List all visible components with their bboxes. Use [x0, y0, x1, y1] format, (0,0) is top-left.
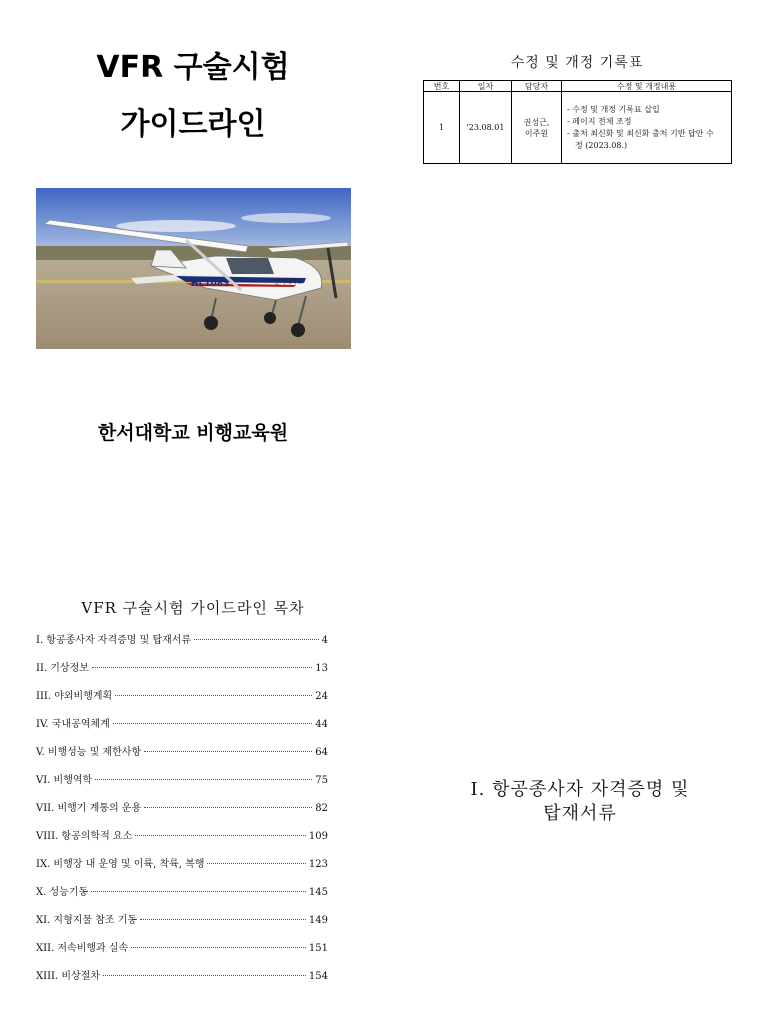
toc-label: II. 기상정보 — [36, 663, 89, 674]
toc-label: IX. 비행장 내 운영 및 이륙, 착륙, 복행 — [36, 859, 205, 870]
toc-item[interactable] — [36, 827, 328, 855]
revision-owner-line1: 권성근, — [523, 117, 550, 127]
cover-title-line1: VFR 구술시험 — [96, 50, 290, 85]
toc-leader — [207, 863, 305, 864]
toc-item[interactable] — [36, 855, 328, 883]
toc-page: 64 — [315, 747, 328, 758]
aircraft-registration: HL1083 — [191, 279, 230, 289]
toc-item[interactable] — [36, 659, 328, 687]
toc-item[interactable] — [36, 631, 328, 659]
toc-leader — [135, 835, 306, 836]
toc-label: XI. 지형지물 참조 기동 — [36, 915, 138, 926]
section-heading-line2: 탑재서류 — [543, 803, 617, 824]
revision-header-content: 수정 및 개정내용 — [562, 81, 732, 92]
revision-date: '23.08.01 — [460, 92, 512, 164]
toc-page: 154 — [308, 971, 328, 982]
aircraft-photo — [36, 188, 351, 349]
toc-page: 75 — [315, 775, 328, 786]
toc-leader — [92, 667, 312, 668]
toc-leader — [115, 695, 312, 696]
toc-leader — [140, 919, 306, 920]
toc-label: VIII. 항공의학적 요소 — [36, 831, 133, 842]
toc-page: 44 — [315, 719, 328, 730]
revision-title: 수정 및 개정 기록표 — [510, 55, 644, 71]
toc-page: 24 — [315, 691, 328, 702]
toc-label: IV. 국내공역체계 — [36, 719, 110, 730]
revision-no: 1 — [424, 92, 460, 164]
toc-leader — [131, 947, 306, 948]
aircraft-fuselage-text: 한서대학교 — [274, 279, 303, 286]
toc-page: 151 — [308, 943, 328, 954]
toc-label: I. 항공종사자 자격증명 및 탑재서류 — [36, 635, 192, 646]
toc-leader — [95, 779, 312, 780]
section-heading-line1: Ⅰ. 항공종사자 자격증명 및 — [470, 779, 690, 800]
revision-item: - 출처 최신화 및 최신화 출처 기반 답안 수 — [567, 128, 714, 138]
toc-item[interactable] — [36, 939, 328, 967]
toc-page: 109 — [308, 831, 328, 842]
toc-page: 82 — [315, 803, 328, 814]
toc-label: VI. 비행역학 — [36, 775, 93, 786]
toc-page: 4 — [321, 635, 328, 646]
toc-item[interactable] — [36, 743, 328, 771]
revision-item: 정 (2023.08.) — [575, 140, 628, 150]
toc-leader — [144, 751, 312, 752]
toc-leader — [113, 723, 313, 724]
toc-item[interactable] — [36, 687, 328, 715]
toc-page: 145 — [308, 887, 328, 898]
toc-item[interactable] — [36, 771, 328, 799]
toc-item[interactable] — [36, 967, 328, 995]
revision-table — [423, 80, 732, 164]
revision-header-owner: 담당자 — [512, 81, 562, 92]
toc-leader — [144, 807, 312, 808]
toc-item[interactable] — [36, 715, 328, 743]
revision-owner-line2: 이주원 — [524, 128, 549, 138]
toc-label: V. 비행성능 및 제한사항 — [36, 747, 142, 758]
toc-label: VII. 비행기 계통의 운용 — [36, 803, 142, 814]
toc-label: X. 성능기동 — [36, 887, 89, 898]
revision-header-no: 번호 — [424, 81, 460, 92]
toc-page: 149 — [308, 915, 328, 926]
table-row — [424, 92, 732, 164]
toc-item[interactable] — [36, 799, 328, 827]
revision-header-date: 일자 — [460, 81, 512, 92]
revision-item: - 페이지 전체 조정 — [567, 116, 632, 126]
toc-label: XIII. 비상절차 — [36, 971, 100, 982]
toc-title: VFR 구술시험 가이드라인 목차 — [81, 599, 305, 617]
section-heading — [430, 778, 730, 826]
cover-title-line2: 가이드라인 — [120, 107, 266, 142]
organization-name: 한서대학교 비행교육원 — [97, 422, 289, 444]
toc-leader — [91, 891, 306, 892]
revision-item: - 수정 및 개정 기록표 삽입 — [567, 104, 660, 114]
toc-page: 123 — [308, 859, 328, 870]
toc-leader — [103, 975, 306, 976]
toc-item[interactable] — [36, 883, 328, 911]
toc-leader — [194, 639, 319, 640]
revision-owner — [512, 92, 562, 164]
table-of-contents — [36, 631, 328, 995]
toc-item[interactable] — [36, 911, 328, 939]
toc-label: XII. 저속비행과 실속 — [36, 943, 129, 954]
revision-content — [562, 92, 732, 164]
toc-page: 13 — [315, 663, 328, 674]
revision-header-row — [424, 81, 732, 92]
toc-label: III. 야외비행계획 — [36, 691, 113, 702]
